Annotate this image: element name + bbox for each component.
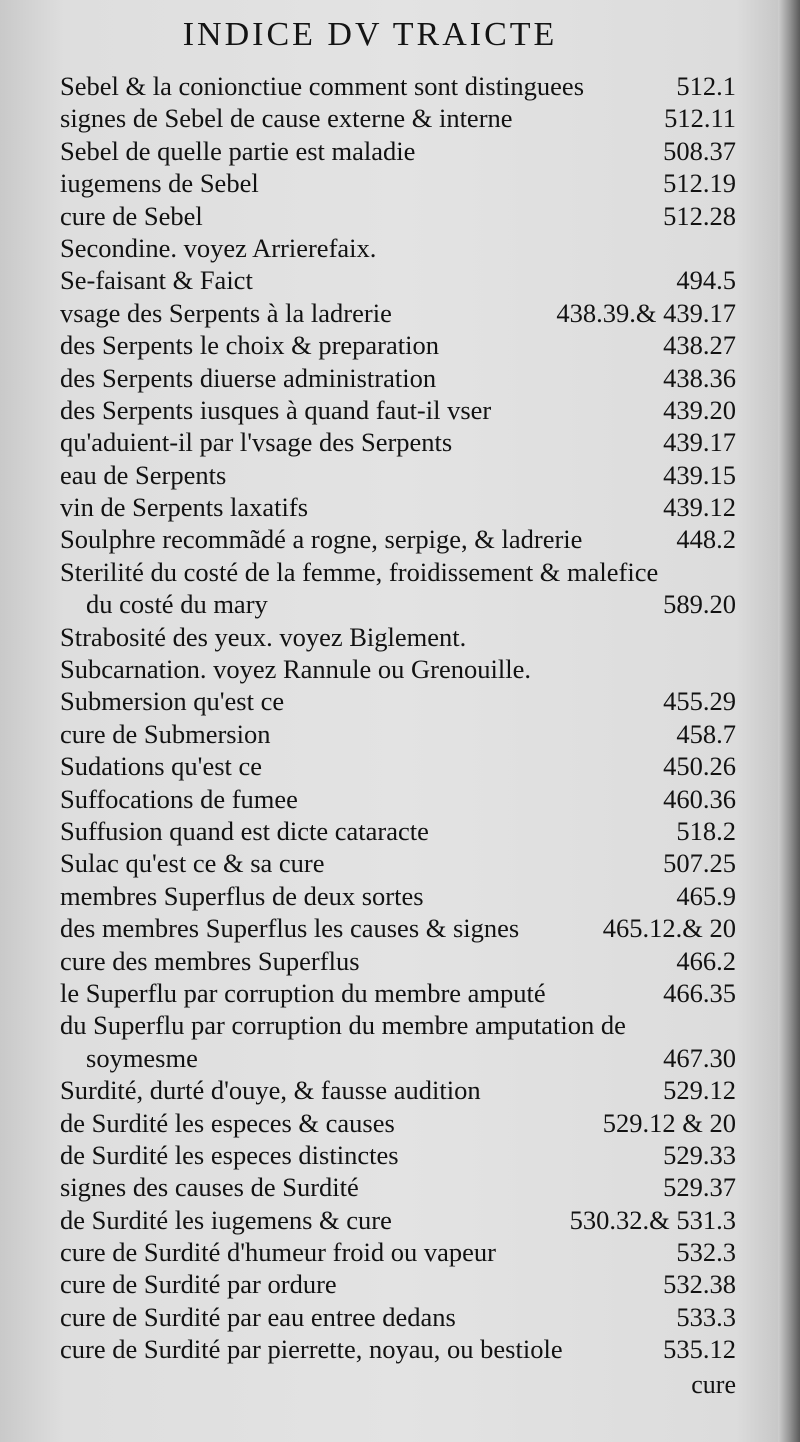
- page-reference: 465.12.& 20: [602, 913, 736, 944]
- index-term: Sudations qu'est ce: [60, 751, 263, 782]
- page-reference: 458.7: [676, 718, 736, 749]
- page-spine-shadow: [778, 0, 800, 1442]
- page-reference: 448.2: [676, 524, 736, 555]
- index-entry: [60, 362, 736, 394]
- index-term: Suffusion quand est dicte cataracte: [60, 815, 429, 846]
- page-reference: 530.32.& 531.3: [569, 1204, 736, 1235]
- index-entry: [60, 1268, 736, 1300]
- index-term: cure de Surdité par ordure: [60, 1269, 337, 1300]
- index-term: des Serpents iusques à quand faut-il vser: [60, 394, 492, 425]
- page-reference: 589.20: [663, 589, 736, 620]
- page-reference: 532.38: [663, 1269, 736, 1300]
- index-term: le Superflu par corruption du membre amputé: [60, 977, 546, 1008]
- running-header: INDICE DV TRAICTE: [182, 16, 558, 53]
- index-term: Secondine. voyez Arrierefaix.: [60, 232, 377, 263]
- index-entry: [60, 815, 736, 847]
- index-entry: [60, 232, 736, 264]
- index-term: du costé du mary: [86, 589, 268, 620]
- index-entry: [60, 1204, 736, 1236]
- index-entry: [60, 200, 736, 232]
- index-entry: [60, 459, 736, 491]
- page-reference: 439.12: [663, 492, 736, 523]
- page-reference: 438.27: [663, 330, 736, 361]
- page-reference: 512.1: [676, 71, 736, 101]
- index-entry: [60, 102, 736, 134]
- index-term: cure de Submersion: [60, 718, 271, 749]
- page-reference: 508.37: [663, 135, 736, 166]
- index-term: des Serpents diuerse administration: [60, 362, 437, 393]
- index-term: de Surdité les especes & causes: [60, 1107, 395, 1138]
- index-entry: [60, 556, 736, 588]
- index-entry: [60, 1009, 736, 1041]
- index-entry: [60, 847, 736, 879]
- index-entry: [60, 167, 736, 199]
- index-term: Sebel & la conionctiue comment sont distinguees: [60, 71, 585, 101]
- index-entry: [60, 70, 736, 102]
- page-reference: 438.36: [663, 362, 736, 393]
- index-term: qu'aduient-il par l'vsage des Serpents: [60, 427, 453, 458]
- index-term: de Surdité les iugemens & cure: [60, 1204, 392, 1235]
- index-entry: [60, 621, 736, 653]
- index-entry: [60, 685, 736, 717]
- index-term: cure de Surdité par eau entree dedans: [60, 1301, 456, 1332]
- page-reference: 529.37: [663, 1172, 736, 1203]
- index-entry: [60, 977, 736, 1009]
- page-reference: 529.12 & 20: [602, 1107, 736, 1138]
- page-reference: 439.15: [663, 459, 736, 490]
- index-entry: [60, 653, 736, 685]
- index-term: du Superflu par corruption du membre amputation de: [60, 1010, 626, 1041]
- page-reference: 533.3: [676, 1301, 736, 1332]
- index-term: Sulac qu'est ce & sa cure: [60, 848, 325, 879]
- index-term: iugemens de Sebel: [60, 168, 259, 199]
- index-term: des membres Superflus les causes & signes: [60, 913, 520, 944]
- page-reference: 512.28: [663, 200, 736, 231]
- page-reference: 512.11: [664, 103, 736, 134]
- index-term: des Serpents le choix & preparation: [60, 330, 439, 361]
- page-reference: 494.5: [676, 265, 736, 296]
- page-reference: 518.2: [676, 815, 736, 846]
- page-reference: 439.20: [663, 394, 736, 425]
- index-term: Sebel de quelle partie est maladie: [60, 135, 416, 166]
- index-term: signes des causes de Surdité: [60, 1172, 359, 1203]
- index-term: eau de Serpents: [60, 459, 227, 490]
- page-reference: 529.33: [663, 1139, 736, 1170]
- index-entry: [60, 1042, 736, 1074]
- index-term: cure de Surdité d'humeur froid ou vapeur: [60, 1237, 496, 1268]
- index-entry: [60, 1107, 736, 1139]
- page-reference: 532.3: [676, 1237, 736, 1268]
- index-term: Sterilité du costé de la femme, froidissement & malefice: [60, 556, 659, 587]
- index-term: Se-faisant & Faict: [60, 265, 253, 296]
- page-reference: 512.19: [663, 168, 736, 199]
- index-term: cure de Surdité par pierrette, noyau, ou bestiole: [60, 1334, 563, 1365]
- page-reference: 466.2: [676, 945, 736, 976]
- index-entry: [60, 426, 736, 458]
- index-term: de Surdité les especes distinctes: [60, 1139, 399, 1170]
- index-term: Surdité, durté d'ouye, & fausse audition: [60, 1075, 481, 1106]
- catchword: cure: [691, 1370, 736, 1399]
- index-entry: [60, 750, 736, 782]
- index-term: soymesme: [86, 1042, 198, 1073]
- page-reference: 460.36: [663, 783, 736, 814]
- page-reference: 507.25: [663, 848, 736, 879]
- index-entry: [60, 912, 736, 944]
- index-entry: [60, 588, 736, 620]
- index-entry: [60, 523, 736, 555]
- index-entry: [60, 1074, 736, 1106]
- page-reference: 466.35: [663, 977, 736, 1008]
- index-entry: [60, 718, 736, 750]
- index-term: Submersion qu'est ce: [60, 686, 285, 717]
- index-term: cure des membres Superflus: [60, 945, 360, 976]
- index-entry: [60, 135, 736, 167]
- index-term: Suffocations de fumee: [60, 783, 298, 814]
- index-entry: [60, 1333, 736, 1365]
- index-entry: [60, 783, 736, 815]
- index-entry: [60, 1236, 736, 1268]
- index-term: vsage des Serpents à la ladrerie: [60, 297, 392, 328]
- index-term: Soulphre recommãdé a rogne, serpige, & ladrerie: [60, 524, 583, 555]
- page-reference: 438.39.& 439.17: [556, 297, 736, 328]
- page-reference: 535.12: [663, 1334, 736, 1365]
- index-entry: [60, 297, 736, 329]
- page-reference: 529.12: [663, 1075, 736, 1106]
- index-list: [60, 70, 736, 1366]
- page-reference: 439.17: [663, 427, 736, 458]
- page-reference: 450.26: [663, 751, 736, 782]
- index-term: signes de Sebel de cause externe & interne: [60, 103, 513, 134]
- index-term: membres Superflus de deux sortes: [60, 880, 424, 911]
- index-entry: [60, 1171, 736, 1203]
- index-entry: [60, 491, 736, 523]
- index-entry: [60, 1301, 736, 1333]
- index-entry: [60, 329, 736, 361]
- page-reference: 465.9: [676, 880, 736, 911]
- index-term: Subcarnation. voyez Rannule ou Grenouille.: [60, 654, 531, 685]
- index-entry: [60, 264, 736, 296]
- page-reference: 467.30: [663, 1042, 736, 1073]
- index-entry: [60, 880, 736, 912]
- index-term: Strabosité des yeux. voyez Biglement.: [60, 621, 467, 652]
- index-entry: [60, 945, 736, 977]
- index-entry: [60, 1139, 736, 1171]
- index-term: cure de Sebel: [60, 200, 203, 231]
- index-term: vin de Serpents laxatifs: [60, 492, 309, 523]
- index-entry: [60, 394, 736, 426]
- page-reference: 455.29: [663, 686, 736, 717]
